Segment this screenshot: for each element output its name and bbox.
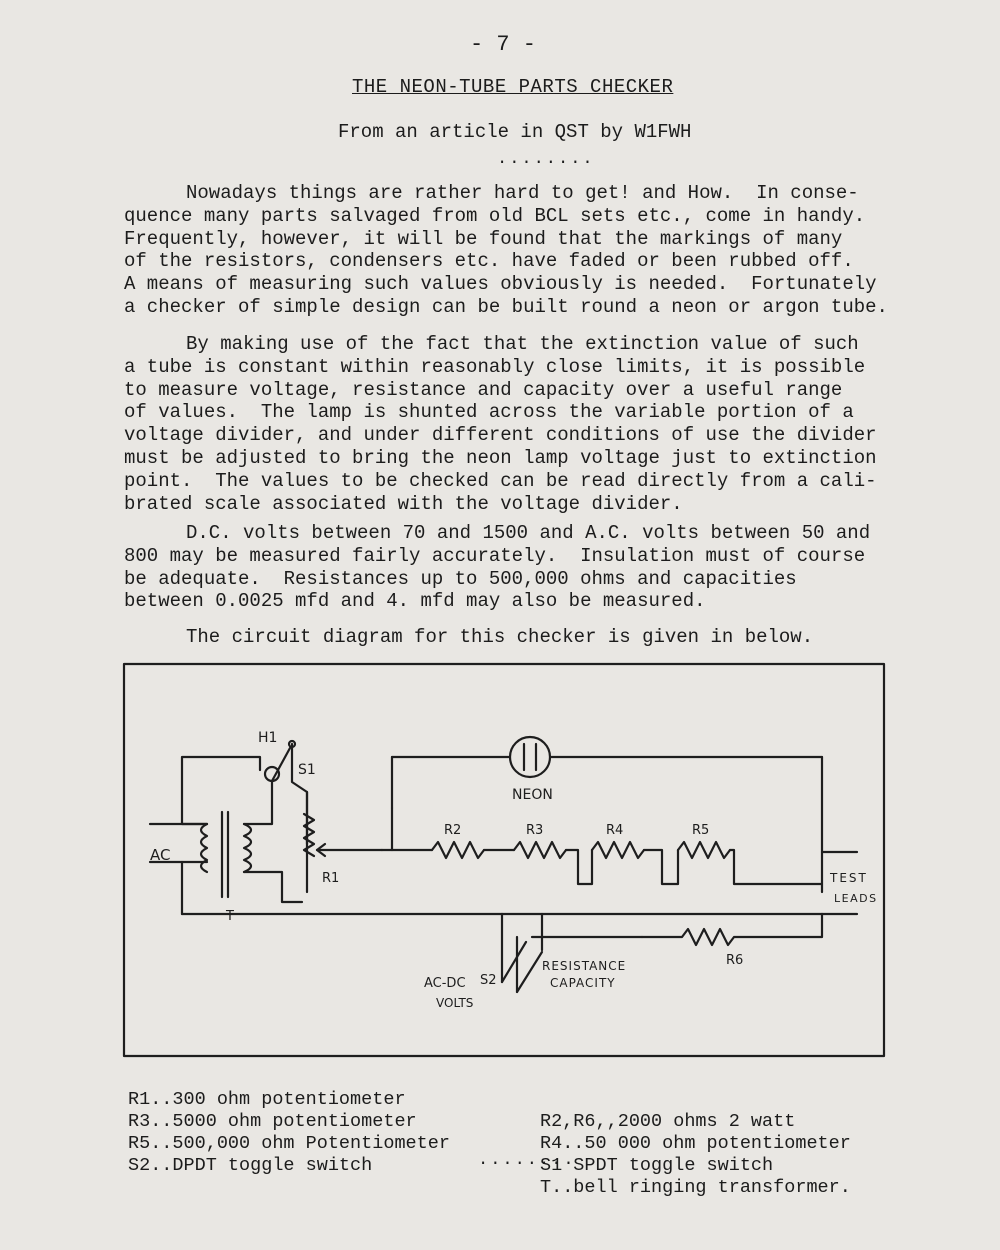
paragraph-1 (124, 182, 964, 319)
part-item: S1 SPDT toggle switch (540, 1155, 774, 1176)
s1-label: S1 (298, 762, 316, 778)
secondary-top-wire (244, 782, 272, 824)
text-line: voltage divider, and under different conditions of use the divider (124, 424, 877, 447)
end-dots: ........ (478, 1151, 576, 1170)
r5-label: R5 (692, 823, 710, 838)
text-line: 800 may be measured fairly accurately. Insulation must of course (124, 544, 866, 567)
text-line: a tube is constant within reasonably close limits, it is possible (124, 355, 866, 378)
text-line: must be adjusted to bring the neon lamp voltage just to extinction (124, 446, 877, 469)
h1-label: H1 (258, 730, 278, 746)
part-item: R1..300 ohm potentiometer (128, 1089, 406, 1110)
article-title: THE NEON-TUBE PARTS CHECKER (352, 76, 674, 98)
text-line: of values. The lamp is shunted across the variable portion of a (124, 401, 854, 424)
text-line: D.C. volts between 70 and 1500 and A.C. volts between 50 and (186, 522, 871, 544)
paragraph-3 (124, 522, 964, 613)
text-line: to measure voltage, resistance and capacity over a useful range (124, 378, 843, 401)
text-line: a checker of simple design can be built round a neon or argon tube. (124, 295, 888, 318)
text-line: between 0.0025 mfd and 4. mfd may also be measured. (124, 590, 706, 613)
diagram-border (124, 664, 884, 1056)
text-line: be adequate. Resistances up to 500,000 ohms and capacities (124, 567, 797, 590)
neon-label: NEON (512, 787, 553, 803)
part-item: R2,R6,,2000 ohms 2 watt (540, 1111, 796, 1132)
article-source: From an article in QST by W1FWH (338, 121, 692, 143)
ac-label: AC (150, 846, 171, 864)
text-line: By making use of the fact that the extinction value of such (186, 333, 859, 355)
test-leads-label: LEADS (834, 892, 878, 905)
resistance-label: RESISTANCE (542, 959, 627, 973)
r6-label: R6 (726, 953, 744, 968)
parts-list (128, 1067, 851, 1198)
s1-wire (292, 744, 307, 844)
text-line: of the resistors, condensers etc. have faded or been rubbed off. (124, 250, 854, 273)
secondary-bottom-wire (244, 872, 302, 902)
text-line: point. The values to be checked can be read directly from a cali- (124, 469, 877, 492)
s2-label: S2 (480, 973, 497, 988)
s2-blade (502, 942, 526, 982)
text-line: A means of measuring such values obviously is needed. Fortunately (124, 273, 877, 296)
separator-dots: ........ (497, 150, 595, 169)
acdc-label: AC-DC (424, 976, 466, 991)
text-line: brated scale associated with the voltage divider. (124, 492, 683, 515)
paragraph-4 (124, 626, 964, 649)
capacity-label: CAPACITY (550, 976, 616, 990)
transformer-secondary (244, 824, 251, 872)
transformer-label: T (226, 909, 234, 924)
text-line: Nowadays things are rather hard to get! and How. In conse- (186, 182, 859, 204)
r1-zigzag (304, 814, 314, 856)
page-number: - 7 - (470, 32, 537, 57)
chain-wire (730, 850, 822, 884)
paragraph-2 (124, 333, 964, 515)
part-item: R3..5000 ohm potentiometer (128, 1111, 417, 1132)
part-item: R4..50 000 ohm potentiometer (540, 1133, 851, 1154)
text-line: Frequently, however, it will be found that the markings of many (124, 227, 843, 250)
part-item: R5..500,000 ohm Potentiometer (128, 1133, 450, 1154)
s1-switch-blade (272, 748, 290, 781)
r5-resistor (678, 842, 730, 858)
neon-tube (510, 737, 550, 777)
s2-blade (517, 952, 542, 992)
r4-resistor (592, 842, 644, 858)
transformer-primary (201, 824, 207, 872)
volts-label: VOLTS (436, 996, 474, 1010)
part-item: T..bell ringing transformer. (540, 1177, 851, 1198)
r6-resistor (642, 914, 822, 945)
text-line: quence many parts salvaged from old BCL sets etc., come in handy. (124, 204, 866, 227)
r3-label: R3 (526, 823, 544, 838)
chain-wire (566, 850, 592, 884)
test-leads-label: TEST (830, 871, 868, 885)
r2-resistor (432, 842, 484, 858)
r1-label: R1 (322, 871, 340, 886)
r4-label: R4 (606, 823, 624, 838)
r3-resistor (514, 842, 566, 858)
r2-label: R2 (444, 823, 462, 838)
circuit-diagram (122, 662, 887, 1060)
chain-wire (644, 850, 678, 884)
text-line: The circuit diagram for this checker is given in below. (186, 626, 814, 648)
part-item: S2..DPDT toggle switch (128, 1155, 373, 1176)
